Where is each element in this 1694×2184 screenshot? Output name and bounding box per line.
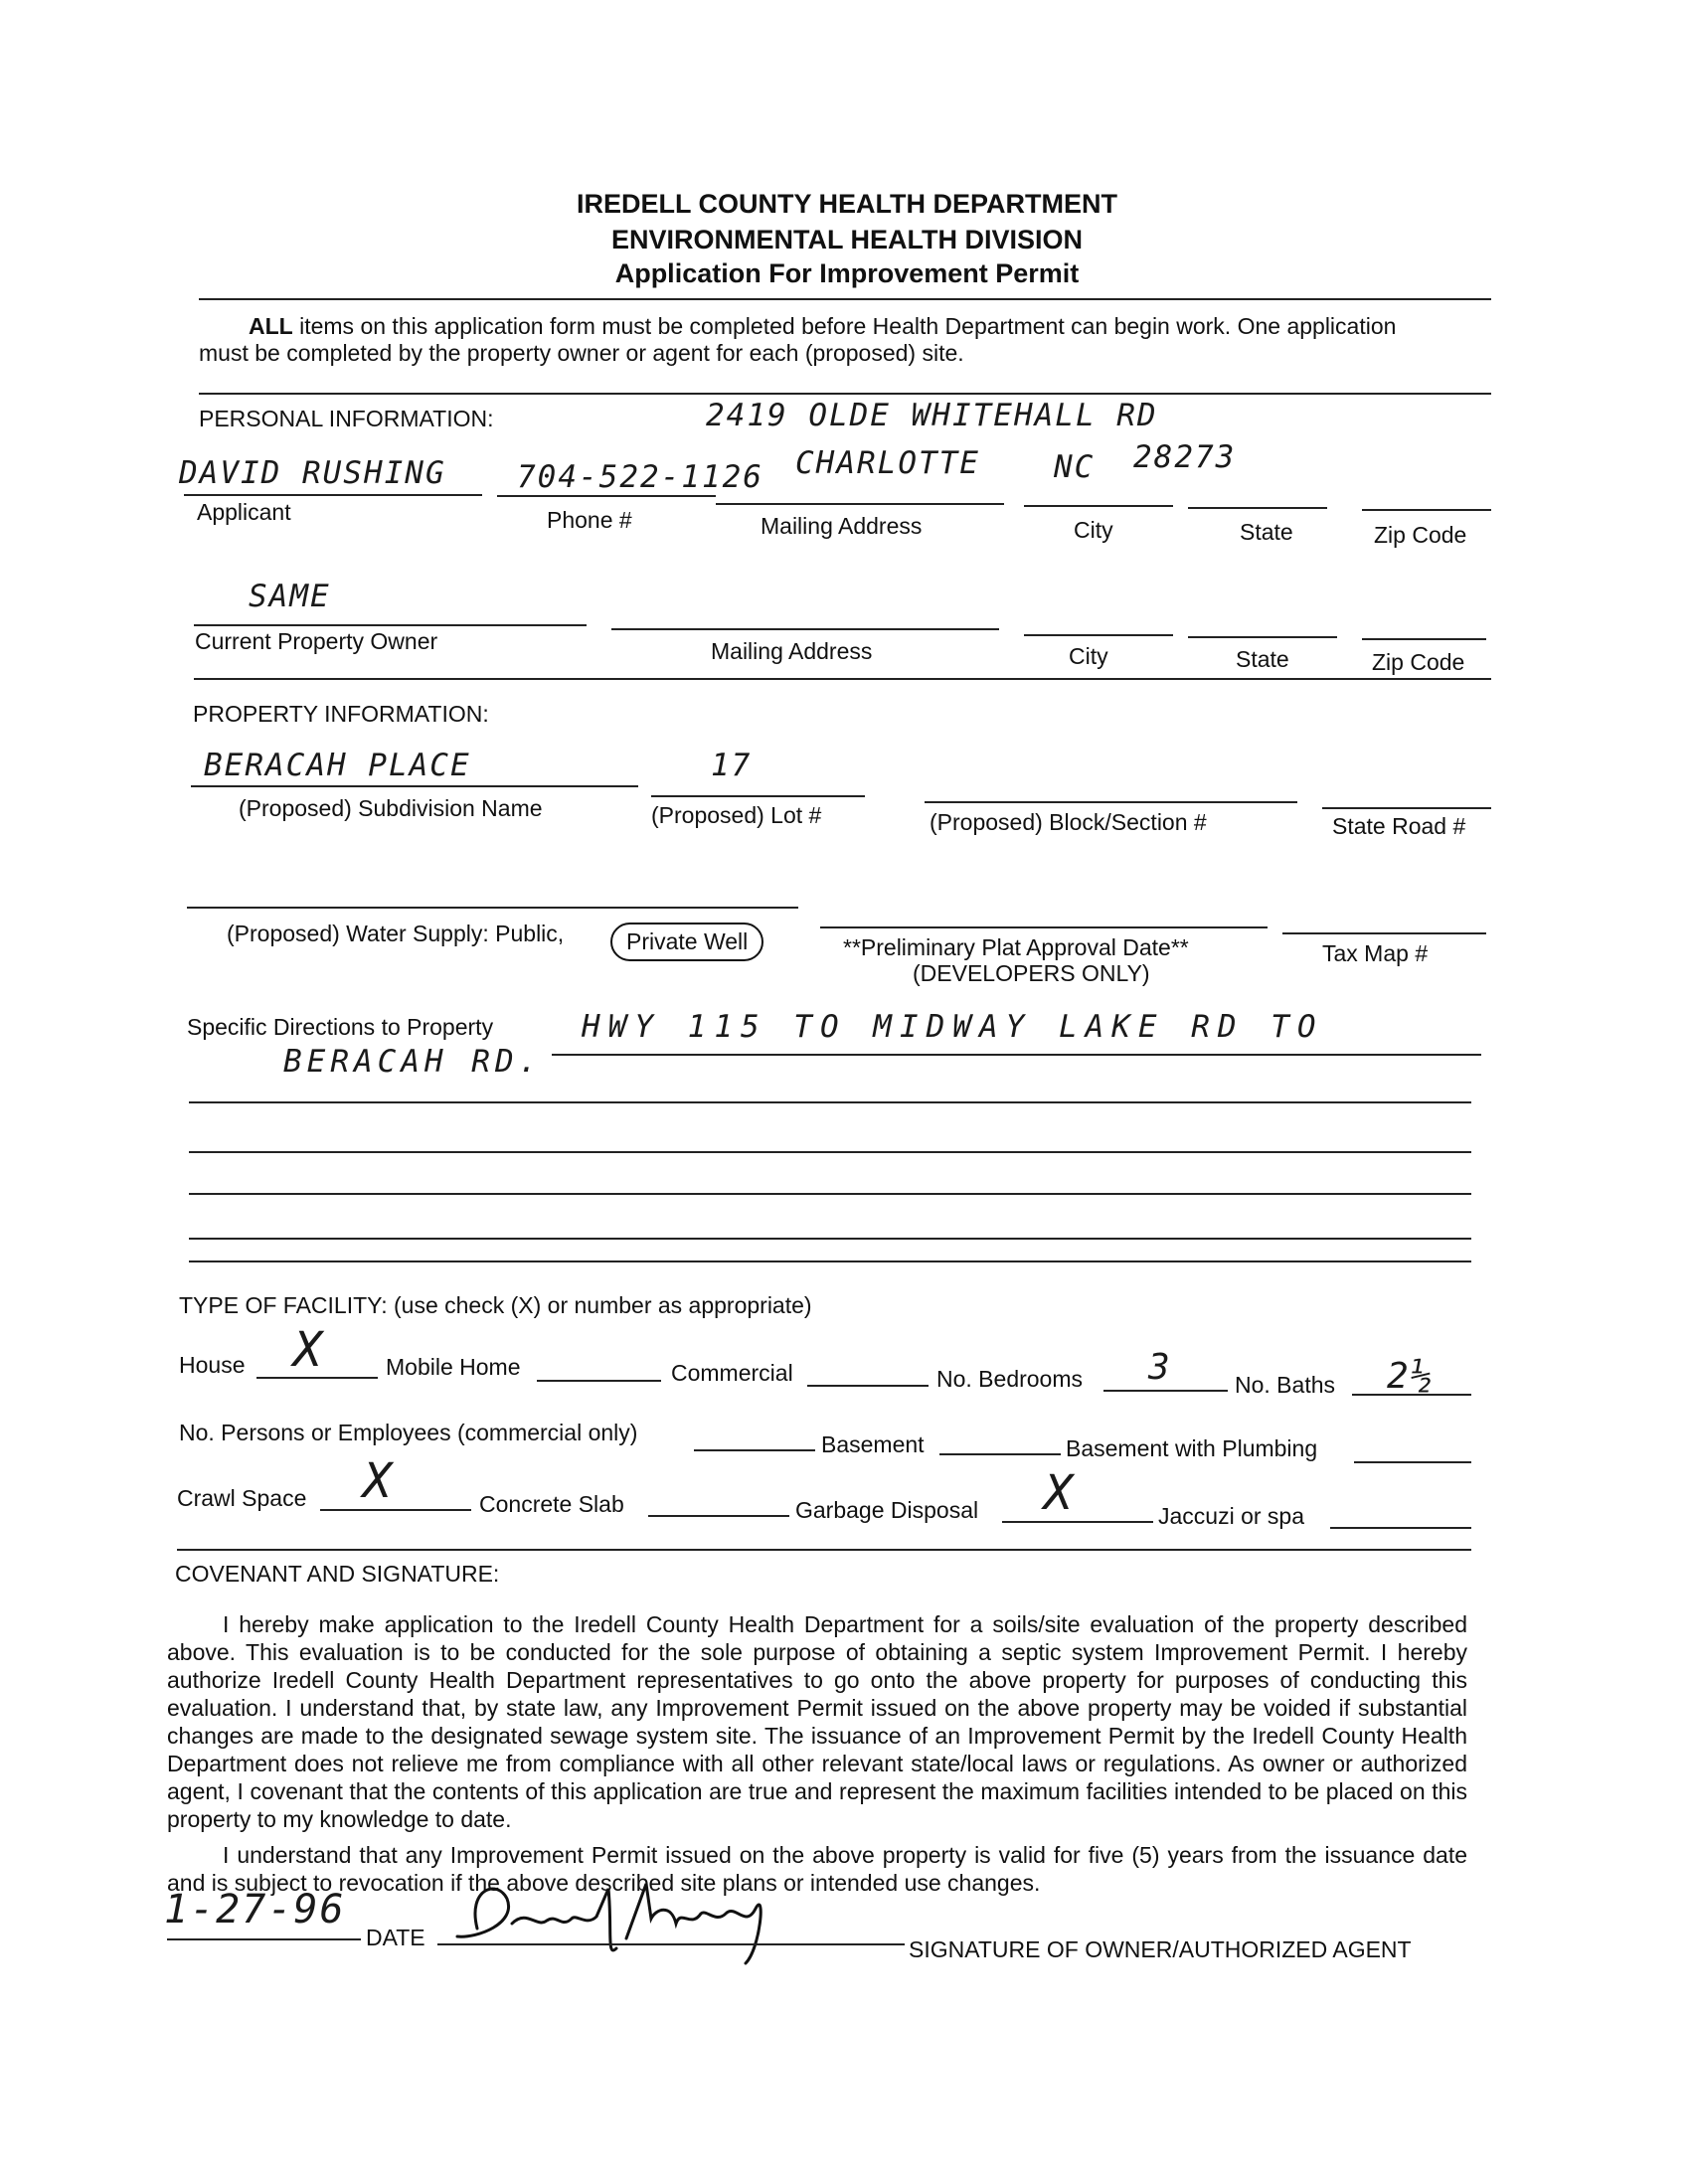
applicant-line [184,494,482,496]
directions-line-3 [189,1151,1471,1153]
concrete-slab-label: Concrete Slab [479,1491,624,1517]
signature-label: SIGNATURE OF OWNER/AUTHORIZED AGENT [909,1936,1412,1962]
facility-section-label: TYPE OF FACILITY: (use check (X) or number as appropriate) [179,1292,812,1318]
city-line [1024,505,1173,507]
garbage-disposal-line [1002,1521,1153,1523]
bedrooms-label: No. Bedrooms [936,1366,1084,1392]
house-label: House [179,1352,246,1378]
subdivision-line [191,785,638,787]
house-line [256,1377,378,1379]
divider [194,678,1491,680]
intro-text-1: items on this application form must be completed before Health Department can begin work. One application [292,313,1397,339]
intro-line-2: must be completed by the property owner or agent for each (proposed) site. [199,340,964,366]
covenant-section-label: COVENANT AND SIGNATURE: [175,1561,500,1587]
jaccuzi-line [1330,1527,1471,1529]
concrete-slab-line [648,1515,789,1517]
plat-sub-label: (DEVELOPERS ONLY) [913,960,1150,986]
lot-line [651,795,865,797]
city-value: CHARLOTTE [795,445,980,481]
owner-state-label: State [1236,646,1289,672]
zip-label: Zip Code [1374,522,1467,548]
covenant-paragraph-2: I understand that any Improvement Permit issued on the above property is valid for five (5) years from the issuance date and is subject to revocation if the above described site plans or intended use changes. [167,1842,1467,1896]
commercial-label: Commercial [671,1360,793,1386]
crawl-space-check: X [363,1453,394,1509]
date-label: DATE [366,1925,425,1950]
directions-line-6 [189,1260,1471,1262]
water-line [187,907,798,909]
owner-line [194,624,587,626]
phone-line [497,495,716,497]
directions-line-4 [189,1193,1471,1195]
directions-line-5 [189,1238,1471,1240]
personal-section-label: PERSONAL INFORMATION: [199,406,494,431]
basement-plumbing-line [1354,1461,1471,1463]
mobile-home-label: Mobile Home [386,1354,521,1380]
phone-label: Phone # [547,507,632,533]
road-line [1322,807,1491,809]
owner-mailing-label: Mailing Address [711,638,873,664]
divider [199,298,1491,300]
lot-label: (Proposed) Lot # [651,802,822,828]
jaccuzi-label: Jaccuzi or spa [1158,1503,1305,1529]
state-line [1188,507,1327,509]
basement-label: Basement [821,1431,925,1457]
owner-zip-line [1362,638,1486,640]
mailing-line [716,503,1004,505]
commercial-line [807,1385,929,1387]
zip-value: 28273 [1133,439,1237,475]
block-line [925,801,1297,803]
water-private-well-circled: Private Well [610,923,763,961]
applicant-value: DAVID RUSHING [179,455,446,491]
owner-label: Current Property Owner [195,628,438,654]
mailing-address-value: 2419 OLDE WHITEHALL RD [706,398,1158,433]
house-check: X [293,1322,324,1378]
directions-line-2 [189,1101,1471,1103]
persons-line [694,1449,815,1451]
zip-line [1362,509,1491,511]
applicant-label: Applicant [197,499,291,525]
directions-line-1 [552,1054,1481,1056]
basement-plumbing-label: Basement with Plumbing [1066,1435,1318,1461]
state-value: NC [1054,449,1096,485]
signature-line [437,1943,905,1945]
baths-value: 2½ [1387,1356,1435,1397]
baths-label: No. Baths [1235,1372,1335,1398]
road-label: State Road # [1332,813,1466,839]
date-line [167,1938,361,1940]
mobile-home-line [537,1380,661,1382]
mailing-label: Mailing Address [761,513,923,539]
owner-mailing-line [611,628,999,630]
taxmap-line [1282,932,1486,934]
state-label: State [1240,519,1293,545]
persons-label: No. Persons or Employees (commercial only) [179,1420,638,1445]
covenant-paragraph-1: I hereby make application to the Iredell County Health Department for a soils/site evaluation of the property described above. This evaluation is to be conducted for the sole purpose of obtaining a septic system Improvement Permit. I hereby authorize Iredell County Health Department representatives to go onto the above property for purposes of conducting this evaluation. I understand that, by state law, any Improvement Permit issued on the above property may be voided if substantial changes are made to the designated sewage system site. The issuance of an Improvement Permit by the Iredell County Health Department does not relieve me from compliance with all other relevant state/local laws or regulations. As owner or authorized agent, I covenant that the contents of this application are true and represent the maximum facilities intended to be placed on this property to my knowledge to date. [167,1611,1467,1832]
phone-value: 704-522-1126 [517,459,763,495]
intro-bold: ALL [249,313,293,339]
department-title: IREDELL COUNTY HEALTH DEPARTMENT [576,189,1117,219]
basement-line [939,1453,1061,1455]
owner-value: SAME [249,579,331,614]
baths-line [1352,1394,1471,1396]
owner-city-line [1024,634,1173,636]
bedrooms-value: 3 [1148,1347,1172,1388]
water-supply-label: (Proposed) Water Supply: Public, [227,921,565,946]
owner-zip-label: Zip Code [1372,649,1465,675]
garbage-disposal-check: X [1044,1465,1075,1521]
bedrooms-line [1103,1390,1228,1392]
directions-value-1: HWY 115 TO MIDWAY LAKE RD TO [582,1009,1324,1045]
property-section-label: PROPERTY INFORMATION: [193,701,489,727]
subdivision-label: (Proposed) Subdivision Name [239,795,543,821]
taxmap-label: Tax Map # [1322,940,1429,966]
directions-value-2: BERACAH RD. [283,1044,543,1080]
divider [199,393,1491,395]
block-label: (Proposed) Block/Section # [930,809,1207,835]
plat-line [820,926,1268,928]
subdivision-value: BERACAH PLACE [204,748,471,783]
intro-line-1 [249,313,1396,340]
owner-state-line [1188,636,1337,638]
directions-label: Specific Directions to Property [187,1014,494,1040]
plat-label: **Preliminary Plat Approval Date** [843,934,1189,960]
date-value: 1-27-96 [164,1887,346,1932]
garbage-disposal-label: Garbage Disposal [795,1497,979,1523]
owner-city-label: City [1069,643,1108,669]
division-title: ENVIRONMENTAL HEALTH DIVISION [610,225,1084,254]
divider [177,1549,1471,1551]
crawl-space-label: Crawl Space [177,1485,307,1511]
handwritten-signature [437,1869,875,1968]
crawl-space-line [320,1509,471,1511]
form-title: Application For Improvement Permit [614,258,1080,288]
city-label: City [1074,517,1113,543]
lot-value: 17 [711,748,753,783]
